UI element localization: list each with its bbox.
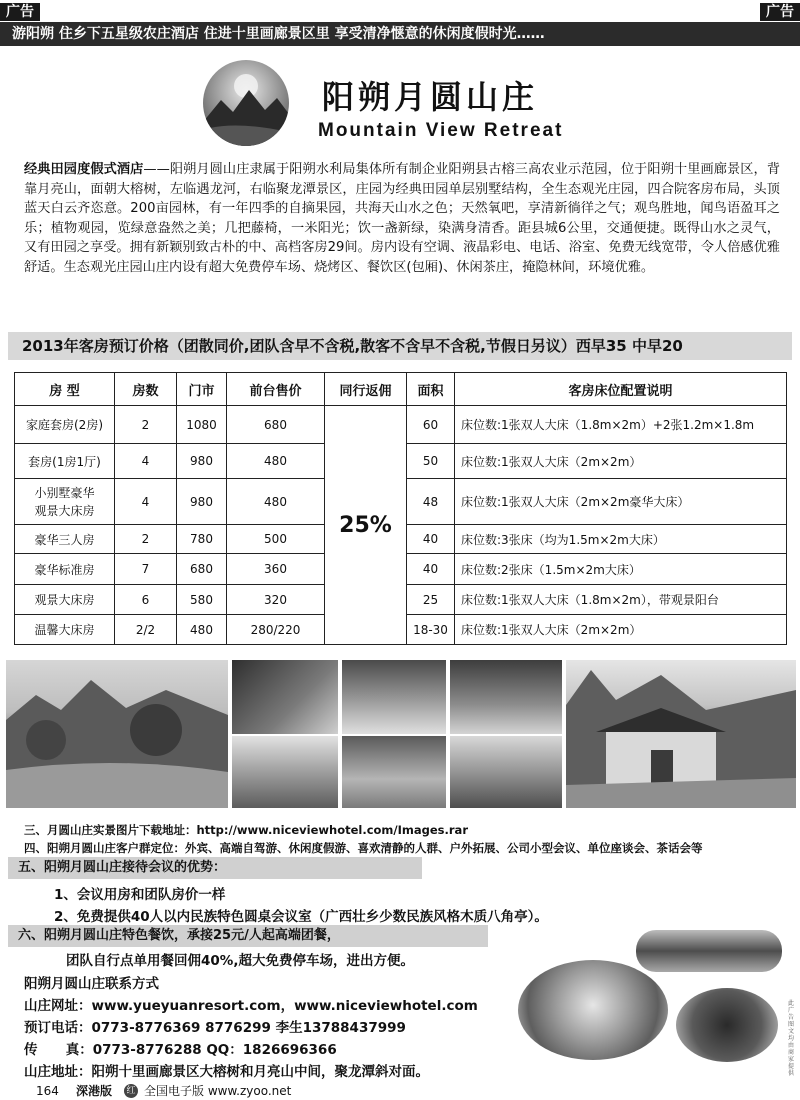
photo-bedroom-2 (450, 660, 562, 734)
address-text: 阳朔十里画廊景区大榕树和月亮山中间，聚龙潭斜对面。 (91, 1064, 429, 1080)
room-config: 床位数:2张床（1.5m×2m大床） (455, 554, 787, 585)
info-customer-target: 四、阳朔月圆山庄客户群定位：外宾、高端自驾游、休闲度假游、喜欢清静的人群、户外拓展、公司小型会议、单位座谈会、茶话会等 (24, 841, 703, 855)
landscape-image (6, 660, 228, 808)
room-area: 25 (407, 585, 455, 615)
phone-label: 预订电话： (24, 1020, 92, 1036)
edition-label: 深港版 (76, 1084, 113, 1098)
intro-lead: 经典田园度假式酒店 (24, 162, 144, 177)
entrance-image (566, 660, 796, 808)
room-count: 7 (115, 554, 177, 585)
room-front: 480 (227, 444, 325, 479)
ad-tag-left: 广告 (0, 3, 40, 21)
section5-item: 1、会议用房和团队房价一样 (54, 887, 226, 903)
fax-label: 传 真： (24, 1042, 93, 1058)
room-rack: 780 (177, 525, 227, 554)
room-count: 2 (115, 525, 177, 554)
resort-title-en: Mountain View Retreat (318, 120, 564, 141)
section6-line2: 团队自行点单用餐回佣40%,超大免费停车场，进出方便。 (66, 953, 414, 969)
room-config: 床位数:3张床（均为1.5m×2m大床） (455, 525, 787, 554)
page-number: 164 (36, 1084, 59, 1098)
photo-dish-platter (518, 960, 668, 1060)
room-area: 40 (407, 525, 455, 554)
room-front: 480 (227, 479, 325, 525)
room-count: 4 (115, 444, 177, 479)
room-type: 家庭套房(2房) (15, 406, 115, 444)
room-front: 680 (227, 406, 325, 444)
footer-site[interactable]: 全国电子版 www.zyoo.net (144, 1084, 292, 1098)
room-count: 2/2 (115, 615, 177, 645)
top-banner: 游阳朔 住乡下五星级农庄酒店 住进十里画廊景区里 享受清净惬意的休闲度假时光…… (0, 22, 800, 46)
photo-resort-entrance (566, 660, 796, 808)
website-urls[interactable]: www.yueyuanresort.com，www.niceviewhotel.com (91, 998, 478, 1014)
room-rack: 680 (177, 554, 227, 585)
room-type: 温馨大床房 (15, 615, 115, 645)
room-type: 观景大床房 (15, 585, 115, 615)
table-row (15, 406, 787, 444)
page-footer (0, 1082, 800, 1100)
room-area: 40 (407, 554, 455, 585)
photo-rooftops (450, 736, 562, 808)
room-config: 床位数:1张双人大床（1.8m×2m）+2张1.2m×1.8m (455, 406, 787, 444)
edition-badge: 红 (124, 1084, 138, 1098)
room-type: 豪华三人房 (15, 525, 115, 554)
col-header-type: 房 型 (15, 373, 115, 406)
room-front: 500 (227, 525, 325, 554)
room-rack: 1080 (177, 406, 227, 444)
side-note: 此广告图文均由商家提供 (788, 1000, 795, 1077)
intro-text: ——阳朔月圆山庄隶属于阳朔水利局集体所有制企业阳朔县古榕三高农业示范园，位于阳朔十里画廊景区，背靠月亮山，面朝大榕树，左临遇龙河，右临聚龙潭景区，庄园为经典田园单层别墅结构，全生态观光庄园，四合院客房布局，头顶蓝天白云齐恣意。200亩园林，有一年四季的自摘果园，共海天山水之色；天然氧吧，享清新徜徉之气；观鸟胜地，闻鸟语盈耳之乐；植物观园，览绿意盎然之美；几把藤椅，一米阳光；饮一盏新绿，染满身清香。距县城6公里，交通便捷。既得山水之灵气，又有田园之享受。拥有新颖别致古朴的中、高档客房29间。房内设有空调、液晶彩电、电话、浴室、免费无线宽带，令人倍感优雅舒适。生态观光庄园山庄内设有超大免费停车场、烧烤区、餐饮区(包厢)、休闲茶庄，掩隐林间，环境优雅。 (24, 162, 781, 275)
room-config: 床位数:1张双人大床（2m×2m） (455, 615, 787, 645)
website-label: 山庄网址： (24, 998, 92, 1014)
contact-address (24, 1060, 429, 1080)
room-rack: 980 (177, 479, 227, 525)
room-type: 套房(1房1厅) (15, 444, 115, 479)
room-count: 2 (115, 406, 177, 444)
room-price-table (14, 372, 787, 645)
price-title-bar: 2013年客房预订价格（团散同价,团队含早不含税,散客不含早不含税,节假日另议）西早35 中早20 (8, 332, 792, 360)
table-header-row (15, 373, 787, 406)
photo-bathroom (232, 660, 338, 734)
commission-rate: 25% (325, 406, 407, 645)
photo-garden-landscape (6, 660, 228, 808)
section5-title: 五、阳朔月圆山庄接待会议的优势： (8, 857, 422, 879)
col-header-front: 前台售价 (227, 373, 325, 406)
phone-numbers: 0773-8776369 8776299 李生13788437999 (91, 1020, 406, 1036)
mountain-moon-icon (203, 60, 289, 146)
section5-item: 2、免费提供40人以内民族特色圆桌会议室（广西壮乡少数民族风格木质八角亭）。 (54, 909, 548, 925)
room-config: 床位数:1张双人大床（2m×2m） (455, 444, 787, 479)
photo-dish-bowl (676, 988, 778, 1062)
contact-phone (24, 1016, 406, 1036)
fax-qq: 0773-8776288 QQ：1826696366 (92, 1042, 337, 1058)
room-rack: 580 (177, 585, 227, 615)
resort-logo (203, 60, 289, 146)
photo-bedroom-1 (342, 660, 446, 734)
room-rack: 980 (177, 444, 227, 479)
room-area: 48 (407, 479, 455, 525)
room-type: 豪华标准房 (15, 554, 115, 585)
room-front: 360 (227, 554, 325, 585)
room-area: 18-30 (407, 615, 455, 645)
contact-heading: 阳朔月圆山庄联系方式 (24, 976, 159, 992)
intro-paragraph (24, 160, 780, 277)
col-header-count: 房数 (115, 373, 177, 406)
contact-website (24, 994, 478, 1014)
room-count: 4 (115, 479, 177, 525)
info-download-url: 三、月圆山庄实景图片下载地址：http://www.niceviewhotel.com/Images.rar (24, 823, 468, 837)
room-config: 床位数:1张双人大床（2m×2m豪华大床） (455, 479, 787, 525)
col-header-config: 客房床位配置说明 (455, 373, 787, 406)
section6-title: 六、阳朔月圆山庄特色餐饮，承接25元/人起高端团餐， (8, 925, 488, 947)
room-front: 320 (227, 585, 325, 615)
address-label: 山庄地址： (24, 1064, 92, 1080)
ad-tag-right: 广告 (760, 3, 800, 21)
photo-strip (6, 660, 796, 808)
room-type: 小别墅豪华 观景大床房 (15, 479, 115, 525)
room-rack: 480 (177, 615, 227, 645)
photo-bedroom-3 (342, 736, 446, 808)
col-header-commission: 同行返佣 (325, 373, 407, 406)
col-header-area: 面积 (407, 373, 455, 406)
resort-title-cn: 阳朔月圆山庄 (322, 78, 539, 116)
room-area: 50 (407, 444, 455, 479)
room-front: 280/220 (227, 615, 325, 645)
col-header-rack: 门市 (177, 373, 227, 406)
photo-dish-bamboo (636, 930, 782, 972)
photo-village-view (232, 736, 338, 808)
room-count: 6 (115, 585, 177, 615)
contact-fax (24, 1038, 337, 1058)
room-area: 60 (407, 406, 455, 444)
room-config: 床位数:1张双人大床（1.8m×2m），带观景阳台 (455, 585, 787, 615)
